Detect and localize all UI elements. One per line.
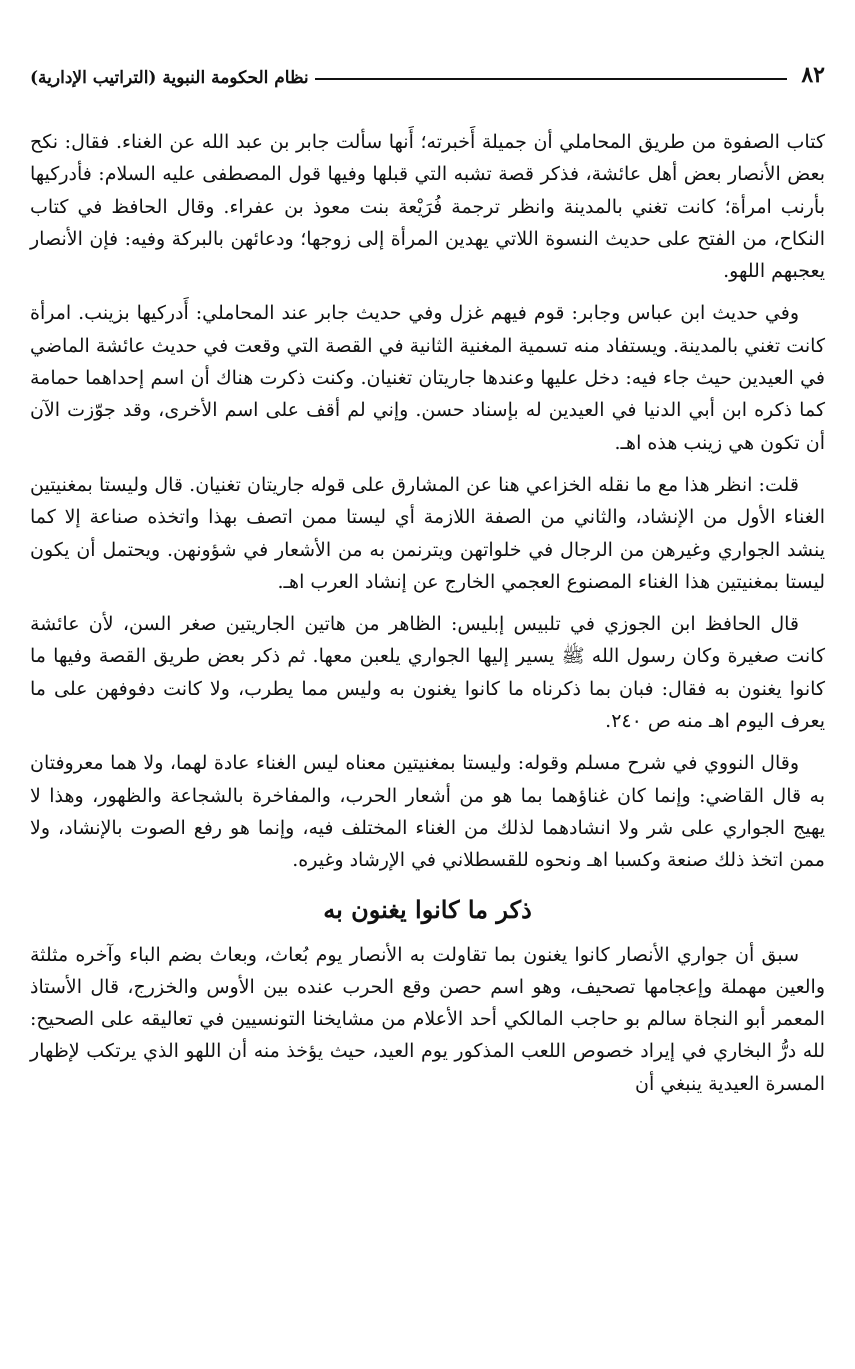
page-number: ٨٢ (801, 62, 825, 88)
running-header (30, 48, 825, 88)
paragraph-3: قلت: انظر هذا مع ما نقله الخزاعي هنا عن المشارق على قوله جاريتان تغنيان. قال وليستا بمغنيتين الغناء الأول من الإنشاد، والثاني من الصفة اللازمة أي ليستا ممن اتصف بهذا واتخذه صناعة إلا كما ينشد الجواري وغيرهن من الرجال في خلواتهن ويترنمن به من الأشعار في شؤونهن. ويحتمل أن يكون ليستا بمغنيتين هذا الغناء المصنوع العجمي الخارج عن إنشاد العرب اهـ. (30, 473, 825, 593)
paragraph-4: قال الحافظ ابن الجوزي في تلبيس إبليس: الظاهر من هاتين الجاريتين صغر السن، لأن عائشة كانت صغيرة وكان رسول الله ﷺ يسير إليها الجواري يلعبن معها. ثم ذكر بعض طريق القصة وفيها ما كانوا يغنون به فقال: فبان بما ذكرناه ما كانوا يغنون به وليس مما يطرب، ولا كانت دفوفهن على ما يعرف اليوم اهـ منه ص ٢٤٠. (30, 613, 825, 733)
page-content (30, 126, 825, 1100)
paragraph-6: سبق أن جواري الأنصار كانوا يغنون بما تقاولت به الأنصار يوم بُعاث، وبعاث بضم الباء وآخره مثلثة والعين مهملة وإعجامها تصحيف، وهو اسم حصن وقع الحرب عنده بين الأوس والخزرج، قال الأستاذ المعمر أبو النجاة سالم بو حاجب المالكي أحد الأعلام من مشايخنا التونسيين في تعاليقه على الصحيح: لله درُّ البخاري في إيراد خصوص اللعب المذكور يوم العيد، حيث يؤخذ منه أن اللهو الذي يرتكب لإظهار المسرة العيدية ينبغي أن (30, 943, 825, 1095)
paragraph-1: كتاب الصفوة من طريق المحاملي أن جميلة أَخبرته؛ أَنها سألت جابر بن عبد الله عن الغناء. فقال: نكح بعض الأنصار بعض أهل عائشة، فذكر قصة تشبه التي قبلها وفيها قول المصطفى عليه السلام: فأدركيها بأرنب امرأة؛ كانت تغني بالمدينة وانظر ترجمة فُرَيْعة بنت معوذ بن عفراء. وقال الحافظ في كتاب النكاح، من الفتح على حديث النسوة اللاتي يهدين المرأة إلى زوجها؛ ودعائهن بالبركة وفيه: فإن الأنصار يعجبهم اللهو. (30, 131, 825, 283)
section-heading: ذكر ما كانوا يغنون به (323, 894, 532, 924)
paragraph-2: وفي حديث ابن عباس وجابر: قوم فيهم غزل وفي حديث جابر عند المحاملي: أَدركيها بزينب. امرأة كانت تغني بالمدينة. ويستفاد منه تسمية المغنية الثانية في القصة التي وقعت في حديث عائشة الماضي في العيدين حيث جاء فيه: دخل عليها وعندها جاريتان تغنيان. وكنت ذكرت هناك أن اسم إحداهما حمامة كما ذكره ابن أبي الدنيا في العيدين له بإسناد حسن. وإني لم أقف على اسم الأخرى، وقد جوّزت الآن أن تكون هي زينب هذه اهـ. (30, 302, 825, 454)
paragraph-5: وقال النووي في شرح مسلم وقوله: وليستا بمغنيتين معناه ليس الغناء عادة لهما، ولا هما معروفتان به قال القاضي: وإنما كان غناؤهما بما هو من أشعار الحرب، والمفاخرة بالشجاعة والظهور، وهذا لا يهيج الجواري على شر ولا انشادهما لذلك من الغناء المختلف فيه، وإنما هو رفع الصوت بالإنشاد، ولا ممن اتخذ ذلك صنعة وكسبا اهـ ونحوه للقسطلاني في الإرشاد وغيره. (30, 752, 825, 872)
book-title: نظام الحكومة النبوية (التراتيب الإدارية) (30, 68, 309, 88)
header-rule (315, 78, 788, 80)
book-page (30, 48, 825, 1349)
